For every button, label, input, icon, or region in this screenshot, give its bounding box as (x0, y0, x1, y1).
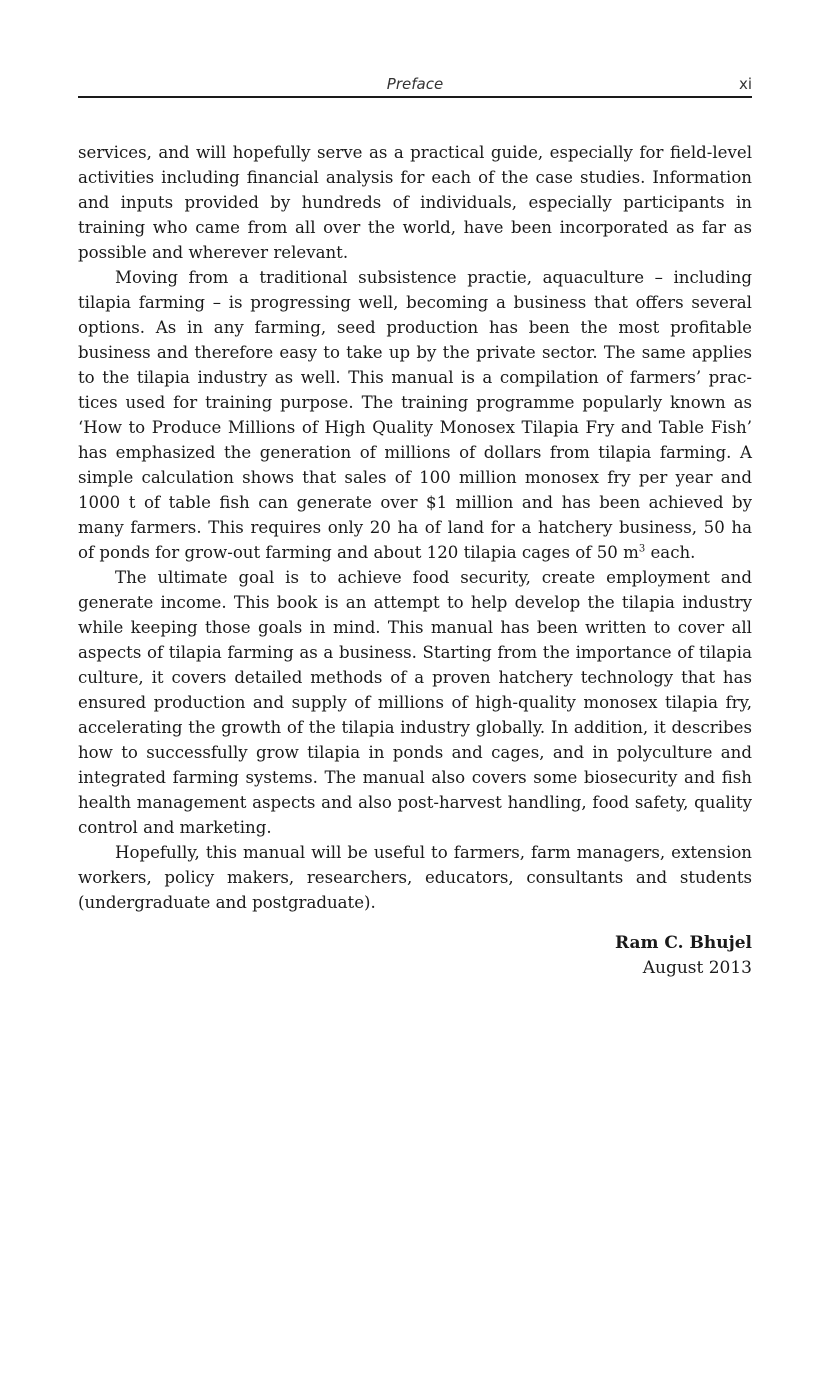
paragraph-2 (78, 265, 752, 565)
signature-block (615, 931, 752, 981)
paragraph-2-text: Moving from a traditional subsistence practie, aquaculture – including tilapia farming – is progressing well, becoming a business that offers several options. As in any farming, seed production has been the most profitable business and therefore easy to take up by the private sector. The same applies to the tilapia industry as well. This manual is a compilation of farmers’ practices used for training purpose. The training programme popularly known as ‘How to Produce Millions of High Quality Monosex Tilapia Fry and Table Fish’ has emphasized the generation of millions of dollars from tilapia farming. A simple calculation shows that sales of 100 million monosex fry per year and 1000 t of table fish can generate over $1 million and has been achieved by many farmers. This requires only 20 ha of land for a hatchery business, 50 ha of ponds for grow-out farming and about 120 tilapia cages of (78, 268, 752, 562)
author-name: Ram C. Bhujel (614, 933, 752, 953)
cage-size-superscript: 3 (638, 543, 646, 555)
running-header (78, 74, 752, 98)
paragraph-3: The ultimate goal is to achieve food security, create employment and generate income. This book is an attempt to help develop the tilapia industry while keeping those goals in mind. This manual has been written to cover all aspects of tilapia farming as a business. Starting from the importance of tilapia culture, it covers detailed methods of a proven hatchery technology that has ensured production and supply of millions of high-quality monosex tilapia fry, accelerating the growth of the tilapia industry globally. In addition, it describes how to successfully grow tilapia in ponds and cages, and in polyculture and integrated farming systems. The manual also covers some biosecurity and fish health management aspects and also post-harvest handling, food safety, quality control and marketing. (78, 568, 752, 837)
page-number: xi (738, 75, 752, 93)
cage-size-value: 50 m (596, 543, 639, 562)
signature-date: August 2013 (642, 958, 752, 978)
running-title: Preface (386, 75, 444, 93)
paragraph-1: services, and will hopefully serve as a practical guide, especially for field-level activities including financial analysis for each of the case studies. Information and inputs provided by hundreds of individuals, especially participants in training who came from all over the world, have been incorporated as far as possible and wherever relevant. (78, 143, 752, 262)
body-text (78, 140, 752, 915)
paragraph-4: Hopefully, this manual will be useful to farmers, farm managers, extension workers, policy makers, researchers, educators, consultants and students (undergraduate and postgraduate). (78, 843, 752, 912)
cage-size-suffix: each. (645, 543, 696, 562)
